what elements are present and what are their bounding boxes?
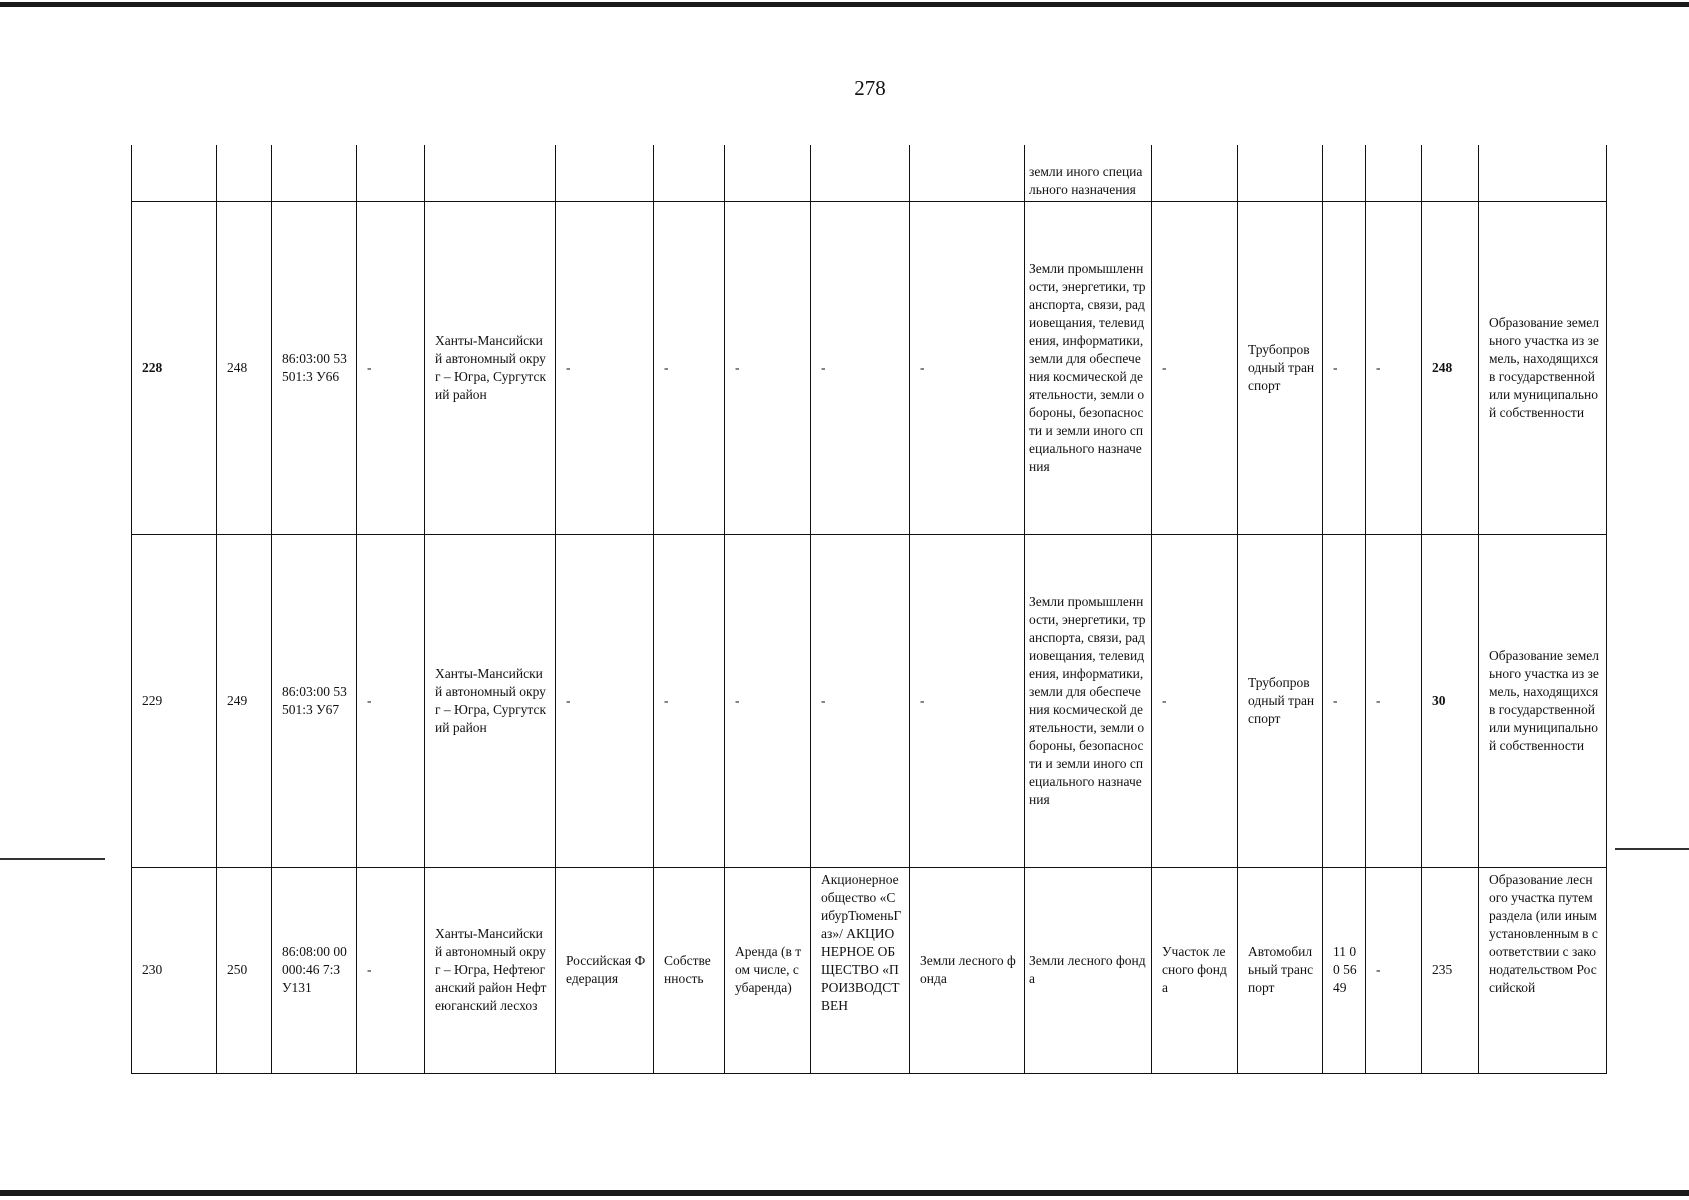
cell-cadastral-number: 86:08:00 00000:46 7:ЗУ131 (272, 867, 357, 1073)
cell-location: Ханты-Мансийский автономный округ – Югра, Сургутский район (425, 201, 556, 534)
cell-permitted-use: Автомобильный транспорт (1238, 867, 1323, 1073)
cell-dash: - (1323, 534, 1366, 867)
cadastral-table (131, 145, 1607, 1074)
cell-empty (217, 145, 272, 201)
cell-empty (725, 145, 811, 201)
cell-purpose: Образование земельного участка из земель, находящихся в государственной или муниципальной собственности (1479, 534, 1607, 867)
cell-empty (272, 145, 357, 201)
cell-rightholder: Акционерное общество «СибурТюменьГаз»/ АКЦИОНЕРНОЕ ОБЩЕСТВО «ПРОИЗВОДСТВЕН (811, 867, 910, 1073)
cell-owner: - (556, 534, 654, 867)
cell-right-type: Собственность (654, 867, 725, 1073)
cell-purpose: Образование земельного участка из земель, находящихся в государственной или муниципальной собственности (1479, 201, 1607, 534)
cell-dash: - (357, 534, 425, 867)
cell-id: 249 (217, 534, 272, 867)
scan-edge-top (0, 2, 1689, 7)
cell-land-category-current: Земли лесного фонда (910, 867, 1025, 1073)
cell-dash: - (1366, 534, 1422, 867)
cell-owner: - (556, 201, 654, 534)
cell-land-category: земли иного специального назначения (1025, 145, 1152, 201)
cell-rightholder: - (811, 534, 910, 867)
scan-mark-left (0, 858, 105, 860)
cell-empty (1366, 145, 1422, 201)
cell-dash: - (1323, 201, 1366, 534)
cell-rightholder: - (811, 201, 910, 534)
page-number: 278 (854, 76, 886, 100)
cell-id: 248 (217, 201, 272, 534)
cell-dash: - (357, 201, 425, 534)
cell-area: 235 (1422, 867, 1479, 1073)
cell-right-type: - (654, 534, 725, 867)
cell-empty (1323, 145, 1366, 201)
table-row-continuation (132, 145, 1607, 201)
cell-dash: - (1366, 201, 1422, 534)
cell-location: Ханты-Мансийский автономный округ – Югра, Нефтеюганский район Нефтеюганский лесхоз (425, 867, 556, 1073)
cell-owner: Российская Федерация (556, 867, 654, 1073)
cell-dash: - (357, 867, 425, 1073)
cell-empty (132, 145, 217, 201)
cell-cadastral-number: 86:03:00 53501:3 У66 (272, 201, 357, 534)
scan-mark-right (1615, 848, 1689, 850)
cell-empty (1479, 145, 1607, 201)
cell-empty (1238, 145, 1323, 201)
cell-land-category: Земли промышленности, энергетики, транспорта, связи, радиовещания, телевидения, информатики, земли для обеспечения космической деятельности, земли обороны, безопасности и земли иного специального назначения (1025, 534, 1152, 867)
cell-dash: - (1366, 867, 1422, 1073)
cell-land-category-current: - (910, 534, 1025, 867)
cell-row-number: 230 (132, 867, 217, 1073)
cell-permitted-use-current: - (1152, 534, 1238, 867)
cell-permitted-use-current: - (1152, 201, 1238, 534)
cell-purpose: Образование лесного участка путем раздела (или иным установленным в соответствии с законодательством Российской (1479, 867, 1607, 1073)
cell-area: 30 (1422, 534, 1479, 867)
table-row (132, 534, 1607, 867)
cell-permitted-use: Трубопроводный транспорт (1238, 534, 1323, 867)
cell-encumbrance: - (725, 534, 811, 867)
table-row (132, 201, 1607, 534)
cell-encumbrance: - (725, 201, 811, 534)
table-row (132, 867, 1607, 1073)
cell-land-category-current: - (910, 201, 1025, 534)
cell-empty (1152, 145, 1238, 201)
cell-id: 250 (217, 867, 272, 1073)
cell-row-number: 229 (132, 534, 217, 867)
cell-empty (811, 145, 910, 201)
cell-right-type: - (654, 201, 725, 534)
cell-permitted-use-current: Участок лесного фонда (1152, 867, 1238, 1073)
cell-empty (1422, 145, 1479, 201)
cell-empty (654, 145, 725, 201)
cell-row-number: 228 (132, 201, 217, 534)
cell-cadastral-number: 86:03:00 53501:3 У67 (272, 534, 357, 867)
cell-permitted-use: Трубопроводный транспорт (1238, 201, 1323, 534)
cell-code: 11 00 56 49 (1323, 867, 1366, 1073)
cell-encumbrance: Аренда (в том числе, субаренда) (725, 867, 811, 1073)
cell-area: 248 (1422, 201, 1479, 534)
cell-empty (357, 145, 425, 201)
cell-empty (556, 145, 654, 201)
scan-edge-bottom (0, 1190, 1689, 1196)
cell-empty (910, 145, 1025, 201)
cell-location: Ханты-Мансийский автономный округ – Югра, Сургутский район (425, 534, 556, 867)
cell-empty (425, 145, 556, 201)
cell-land-category: Земли лесного фонда (1025, 867, 1152, 1073)
cell-land-category: Земли промышленности, энергетики, транспорта, связи, радиовещания, телевидения, информатики, земли для обеспечения космической деятельности, земли обороны, безопасности и земли иного специального назначения (1025, 201, 1152, 534)
